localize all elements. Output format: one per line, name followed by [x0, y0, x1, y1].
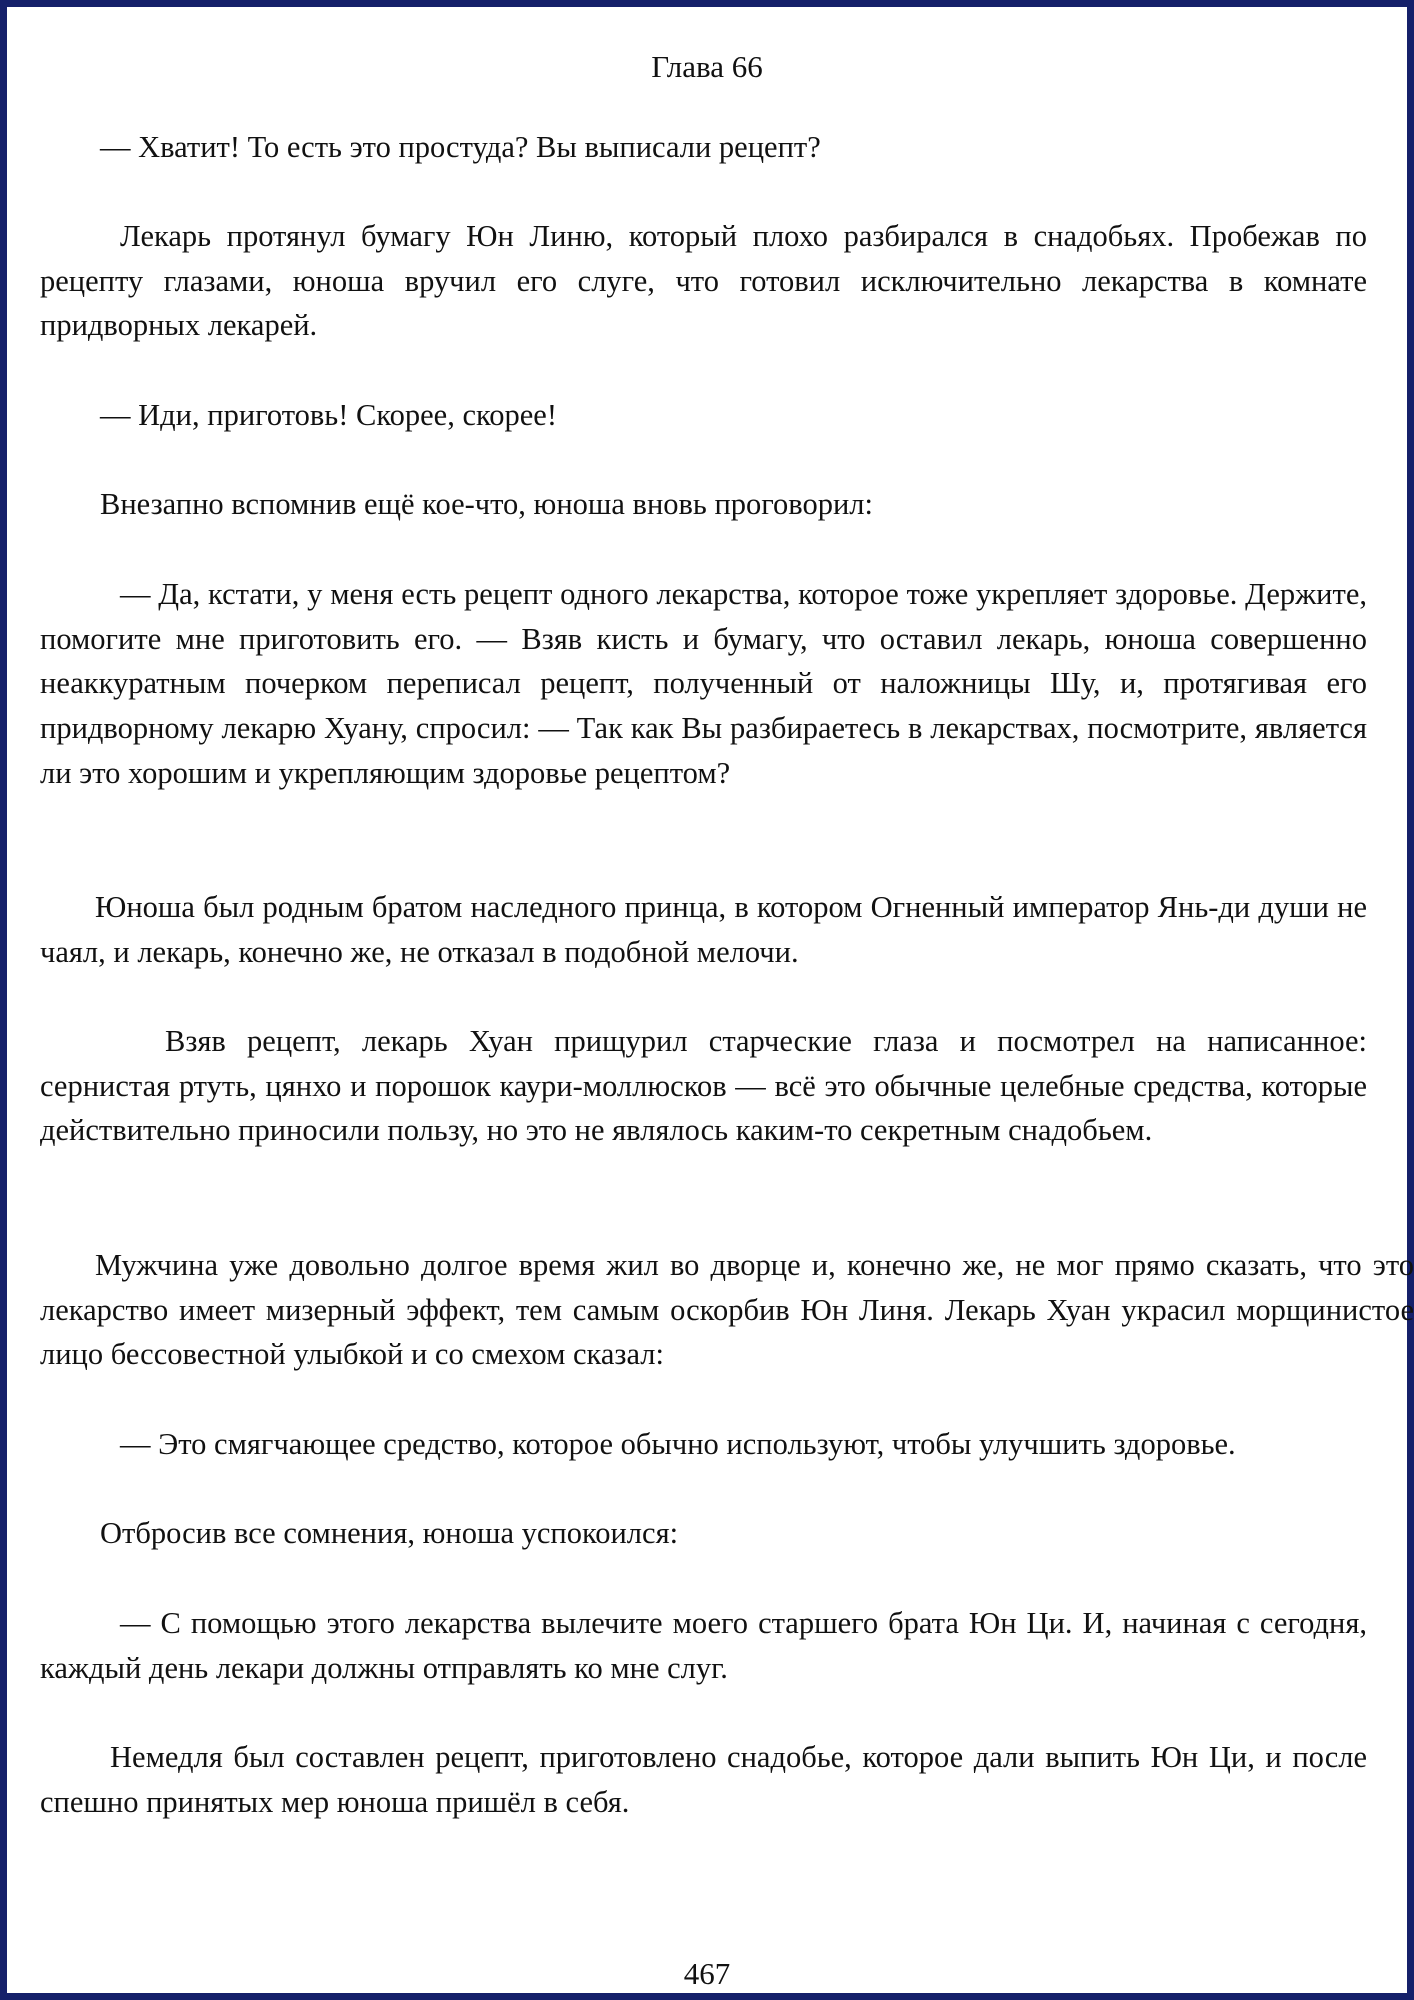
paragraph: — С помощью этого лекарства вылечите моего старшего брата Юн Ци. И, начиная с сегодня, каждый день лекари должны отправлять ко мне слуг.	[40, 1606, 1367, 1685]
paragraph: Взяв рецепт, лекарь Хуан прищурил старческие глаза и посмотрел на написанное: сернистая ртуть, цянхо и порошок каури-моллюсков — всё это обычные целебные средства, которые действительно приносили пользу, но это не являлось каким-то секретным снадобьем.	[40, 1024, 1367, 1148]
paragraph: — Это смягчающее средство, которое обычно используют, чтобы улучшить здоровье.	[120, 1427, 1236, 1461]
paragraph: — Иди, приготовь! Скорее, скорее!	[100, 398, 557, 432]
paragraph: Юноша был родным братом наследного принца, в котором Огненный император Янь-ди души не чаял, и лекарь, конечно же, не отказал в подобной мелочи.	[40, 890, 1367, 969]
paragraph: — Хватит! То есть это простуда? Вы выписали рецепт?	[100, 130, 821, 164]
paragraph: Отбросив все сомнения, юноша успокоился:	[100, 1516, 679, 1550]
paragraph: Мужчина уже довольно долгое время жил во дворце и, конечно же, не мог прямо сказать, что это лекарство имеет мизерный эффект, тем самым оскорбив Юн Линя. Лекарь Хуан украсил морщинистое лицо бессовестной улыбкой и со смехом сказал:	[40, 1248, 1414, 1372]
page-number: 467	[683, 1956, 731, 1991]
paragraph: Немедля был составлен рецепт, приготовлено снадобье, которое дали выпить Юн Ци, и после спешно принятых мер юноша пришёл в себя.	[40, 1740, 1367, 1819]
chapter-title: Глава 66	[651, 49, 763, 84]
paragraph: Внезапно вспомнив ещё кое-что, юноша вновь проговорил:	[100, 487, 873, 521]
paragraph: — Да, кстати, у меня есть рецепт одного лекарства, которое тоже укрепляет здоровье. Держите, помогите мне приготовить его. — Взяв кисть и бумагу, что оставил лекарь, юноша совершенно неаккуратным почерком переписал рецепт, полученный от наложницы Шу, и, протягивая его придворному лекарю Хуану, спросил: — Так как Вы разбираетесь в лекарствах, посмотрите, является ли это хорошим и укрепляющим здоровье рецептом?	[40, 577, 1367, 790]
book-page	[7, 7, 1414, 1993]
paragraph: Лекарь протянул бумагу Юн Линю, который плохо разбирался в снадобьях. Пробежав по рецепту глазами, юноша вручил его слуге, что готовил исключительно лекарства в комнате придворных лекарей.	[40, 219, 1367, 343]
